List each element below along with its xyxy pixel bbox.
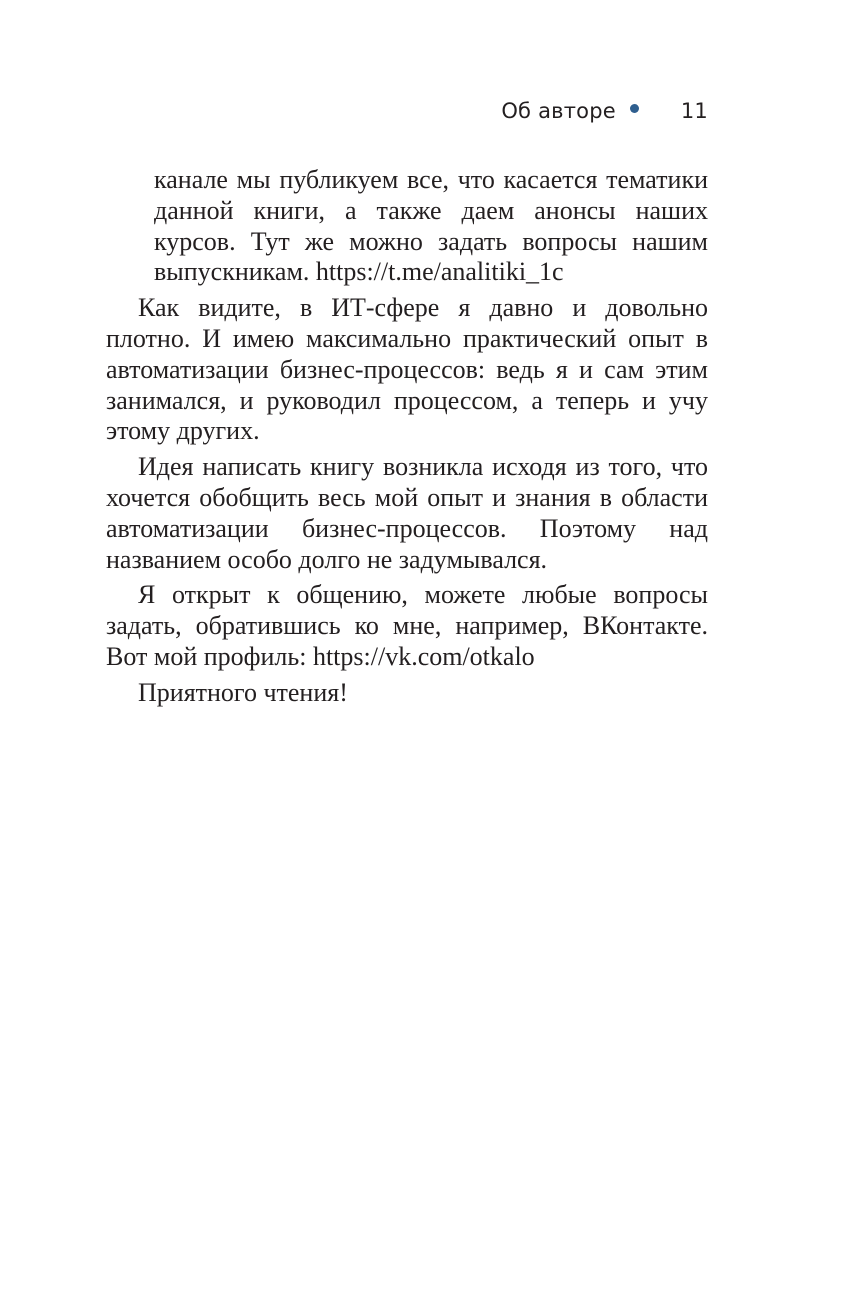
section-title: Об авторе <box>501 99 616 123</box>
page-number: 11 <box>680 99 708 123</box>
bullet-dot-icon <box>630 104 639 113</box>
paragraph-contact: Я открыт к общению, можете любые вопросы задать, обратившись ко мне, например, ВКонтакте. Вот мой профиль: https://vk.com/otkalo <box>106 580 708 671</box>
running-head <box>501 95 708 127</box>
paragraph-experience: Как видите, в ИТ-сфере я давно и довольно плотно. И имею максимально практический опыт в автоматизации бизнес-процессов: ведь я и сам этим занимался, и руководил процессом, а теперь и учу этому других. <box>106 293 708 446</box>
paragraph-book-idea: Идея написать книгу возникла исходя из того, что хочется обобщить весь мой опыт и знания в области автоматизации бизнес-процессов. Поэтому над названием особо долго не задумывался. <box>106 452 708 574</box>
paragraph-telegram-channel: каналe мы публикуем все, что касается тематики данной книги, а также даем анонсы наших курсов. Тут же можно задать вопросы нашим выпускникам. https://t.me/analitiki_1c <box>154 165 708 287</box>
text-body <box>106 165 708 709</box>
paragraph-closing: Приятного чтения! <box>138 677 348 707</box>
